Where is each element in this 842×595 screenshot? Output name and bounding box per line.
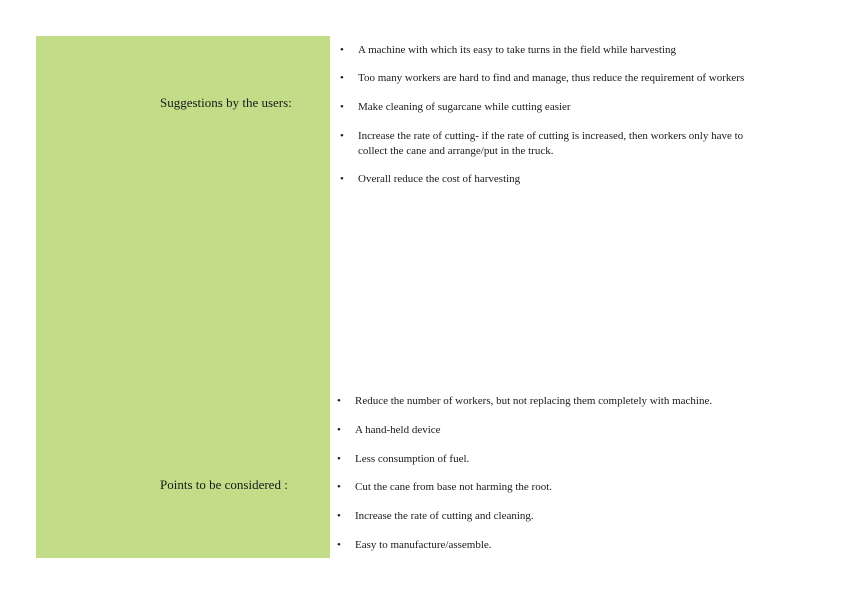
list-item: [340, 71, 745, 86]
list-item-text: Increase the rate of cutting- if the rate of cutting is increased, then workers only have to: [358, 130, 744, 142]
list-item: [340, 43, 677, 58]
list-item: [337, 452, 470, 467]
list-item-text: A machine with which its easy to take turns in the field while harvesting: [358, 44, 677, 56]
list-item-text: Make cleaning of sugarcane while cutting easier: [358, 101, 571, 113]
list-item-text: Less consumption of fuel.: [355, 453, 470, 465]
points-heading: Points to be considered :: [160, 477, 288, 492]
list-item: [340, 172, 521, 187]
bullet-icon: •: [340, 130, 344, 142]
list-item: [337, 538, 492, 553]
bullet-icon: •: [337, 424, 341, 436]
bullet-icon: •: [340, 101, 344, 113]
list-item: [340, 129, 744, 144]
list-item-text: Reduce the number of workers, but not replacing them completely with machine.: [355, 395, 713, 407]
list-item: [337, 509, 534, 524]
bullet-icon: •: [340, 44, 344, 56]
list-item-text: A hand-held device: [355, 424, 441, 436]
list-item-text: Too many workers are hard to find and manage, thus reduce the requirement of workers: [358, 72, 745, 84]
list-item-text: Cut the cane from base not harming the root.: [355, 481, 553, 493]
list-item-text: collect the cane and arrange/put in the truck.: [358, 145, 554, 157]
list-item-text: Overall reduce the cost of harvesting: [358, 173, 521, 185]
list-item-text: Increase the rate of cutting and cleaning.: [355, 510, 534, 522]
suggestions-heading: Suggestions by the users:: [160, 95, 292, 110]
bullet-icon: •: [340, 72, 344, 84]
list-item: [337, 394, 713, 409]
bullet-icon: •: [337, 481, 341, 493]
list-item-continuation: [358, 144, 553, 159]
bullet-icon: •: [340, 173, 344, 185]
list-item-text: Easy to manufacture/assemble.: [355, 539, 492, 551]
bullet-icon: •: [337, 395, 341, 407]
bullet-icon: •: [337, 453, 341, 465]
list-item: [337, 480, 553, 495]
list-item: [337, 423, 441, 438]
bullet-icon: •: [337, 510, 341, 522]
list-item: [340, 100, 571, 115]
bullet-icon: •: [337, 539, 341, 551]
